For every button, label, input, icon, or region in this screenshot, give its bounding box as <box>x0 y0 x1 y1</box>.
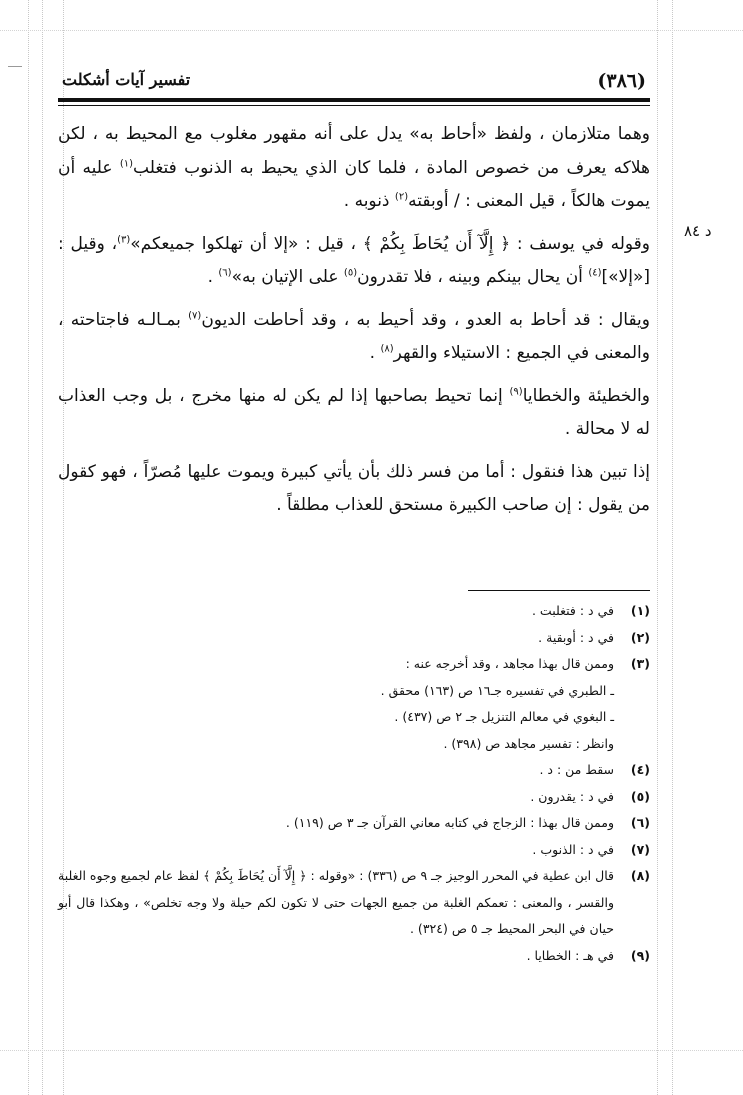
footnote-text: ـ الطبري في تفسيره جـ١٦ ص (١٦٣) محقق . <box>380 682 614 698</box>
scan-guide-line <box>672 0 673 1095</box>
footnote-number: (٦) <box>630 815 650 830</box>
scan-guide-line <box>28 0 29 1095</box>
footnote-8 <box>58 863 650 943</box>
paragraph-2: وقوله في يوسف : ﴿ إِلَّآ أَن يُحَاطَ بِكُمْ ﴾ ، قيل : «إلا أن تهلكوا جميعكم»$^{(٣)}$، وقيل : [«إلا»]$^{(٤)}$ أن يحال بينكم وبينه ، فلا تقدرون$^{(٥)}$ على الإتيان به»$^{(٦)}$ . <box>58 233 650 287</box>
paragraph-1: وهما متلازمان ، ولفظ «أحاط به» يدل على أنه مقهور مغلوب مع المحيط به ، لكن هلاكه يعرف من خصوص المادة ، فلما كان الذي يحيط به الذنوب فتغلب$^{(١)}$ عليه أن يموت هالكاً ، قيل المعنى : / أوبقته$^{(٢)}$ ذنوبه . <box>58 124 650 211</box>
footnote-number: (٤) <box>630 762 650 777</box>
footnote-ref: (٨) <box>380 343 394 355</box>
footnote-1 <box>58 598 650 625</box>
footnote-number: (٥) <box>630 788 650 804</box>
footnote-ref: (٣) <box>117 233 131 245</box>
header-rule-thick <box>58 98 650 102</box>
page-number: (٣٨٦) <box>597 70 646 92</box>
footnote-number: (٨) <box>630 868 650 883</box>
footnote-2 <box>58 625 650 652</box>
scan-guide-line <box>657 0 658 1095</box>
footnote-number: (٢) <box>630 629 650 645</box>
footnote-4 <box>58 757 650 784</box>
footnote-text: ـ البغوي في معالم التنزيل جـ ٢ ص (٤٣٧) . <box>394 709 614 724</box>
footnote-ref: (٩) <box>509 385 523 397</box>
header-rule-thin <box>58 105 650 106</box>
footnote-text: وممن قال بهذا : الزجاج في كتابه معاني القرآن جـ ٣ ص (١١٩) . <box>285 815 614 830</box>
footnote-text: في د : فتغلبت . <box>531 603 614 618</box>
manuscript-folio-note: د ٨٤ <box>684 222 712 240</box>
page-header <box>58 70 650 98</box>
footnote-ref: (٧) <box>188 309 202 321</box>
crop-mark <box>8 66 22 67</box>
footnote-ref: (٤) <box>588 267 602 279</box>
footnote-separator <box>468 590 650 591</box>
footnote-number: (٧) <box>630 841 650 857</box>
footnote-text: وانظر : تفسير مجاهد ص (٣٩٨) . <box>443 735 614 751</box>
scan-guide-line <box>0 30 743 31</box>
footnote-6 <box>58 810 650 837</box>
footnote-number: (٩) <box>630 947 650 963</box>
footnote-text: في د : يقدرون . <box>530 788 614 804</box>
footnote-text: في هـ : الخطايا . <box>526 947 614 963</box>
main-text <box>58 118 650 532</box>
footnote-text: سقط من : د . <box>539 762 614 777</box>
footnote-7 <box>58 837 650 864</box>
footnote-number: (٣) <box>630 656 650 671</box>
footnotes <box>58 598 650 969</box>
scan-guide-line <box>42 0 43 1095</box>
footnote-5 <box>58 784 650 811</box>
footnote-ref: (٢) <box>394 191 409 203</box>
paragraph-5: إذا تبين هذا فنقول : أما من فسر ذلك بأن يأتي كبيرة ويموت عليها مُصرّاً ، فهو كقول من يقول : إن صاحب الكبيرة مستحق للعذاب مطلقاً . <box>58 461 650 515</box>
footnote-3 <box>58 651 650 757</box>
paragraph-4: والخطيئة والخطايا$^{(٩)}$ إنما تحيط بصاحبها إذا لم يكن له منها مخرج ، بل وجب العذاب له لا محالة . <box>58 385 650 439</box>
footnote-text: قال ابن عطية في المحرر الوجيز جـ ٩ ص (٣٣٦) : «وقوله : ﴿ إِلَّآ أَن يُحَاطَ بِكُمْ ﴾ لفظ عام لجميع وجوه الغلبة والقسر ، والمعنى : تعمكم الغلبة من جميع الجهات حتى لا تكون لكم حيلة ولا وجه تخلص» ، وهكذا قال أبو حيان في البحر المحيط جـ ٥ ص (٣٢٤) . <box>58 868 614 936</box>
scan-guide-line <box>0 1050 743 1051</box>
footnote-9 <box>58 943 650 970</box>
footnote-ref: (٥) <box>343 267 358 279</box>
footnote-ref: (٦) <box>218 267 232 279</box>
footnote-text: وممن قال بهذا مجاهد ، وقد أخرجه عنه : <box>405 656 614 671</box>
footnote-text: في د : أوبقية . <box>538 629 614 645</box>
footnote-text: في د : الذنوب . <box>532 841 614 857</box>
footnote-ref: (١) <box>119 157 134 169</box>
paragraph-3: ويقال : قد أحاط به العدو ، وقد أحيط به ، وقد أحاطت الديون$^{(٧)}$ بمـالـه فاجتاحته ، والمعنى في الجميع : الاستيلاء والقهر$^{(٨)}$ . <box>58 309 650 363</box>
running-title: تفسير آيات أشكلت <box>62 70 191 89</box>
footnote-number: (١) <box>630 603 650 618</box>
